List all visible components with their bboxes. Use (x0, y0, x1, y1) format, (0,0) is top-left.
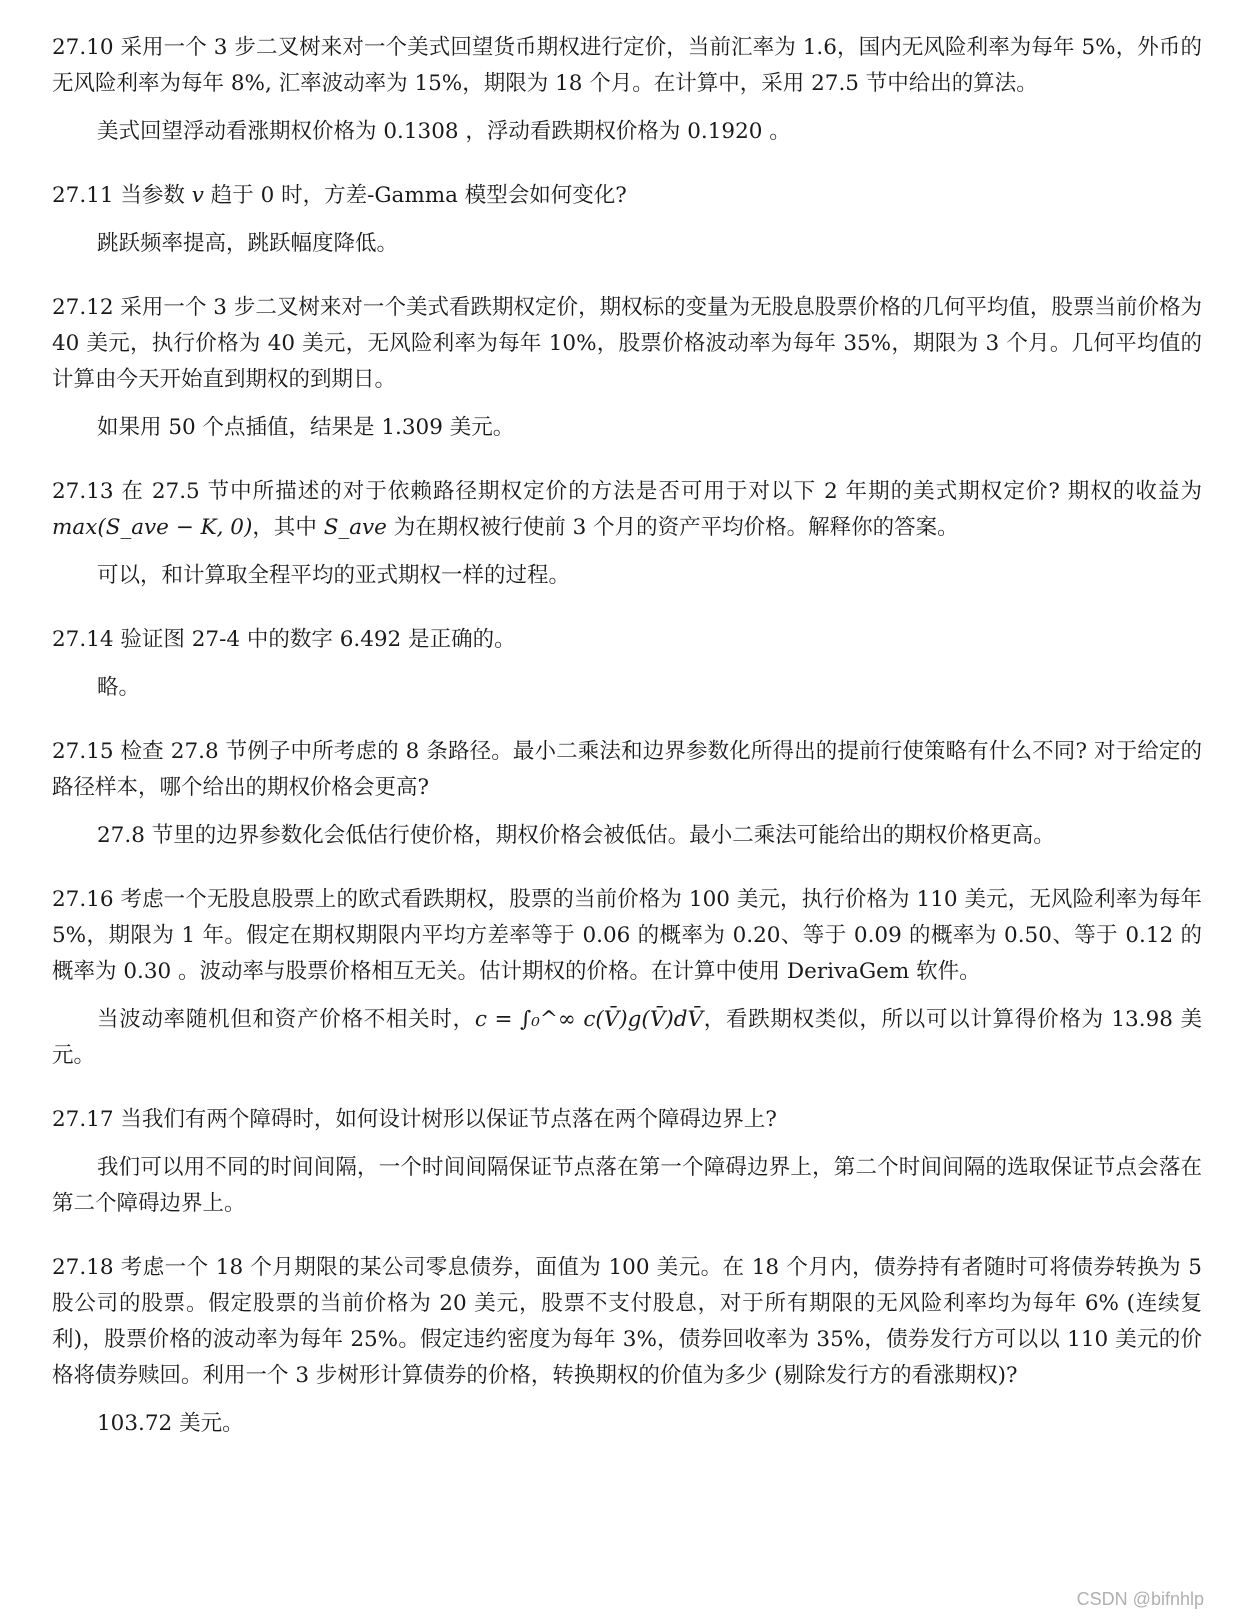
question-text: 27.15 检查 27.8 节例子中所考虑的 8 条路径。最小二乘法和边界参数化所得出的提前行使策略有什么不同? 对于给定的路径样本，哪个给出的期权价格会更高? (52, 739, 1202, 800)
exercise-27-10 (52, 30, 1202, 150)
answer-text: 可以，和计算取全程平均的亚式期权一样的过程。 (97, 563, 571, 588)
exercise-27-16 (52, 882, 1202, 1074)
question-prefix: 27.11 当参数 (52, 183, 185, 208)
answer-text: 103.72 美元。 (97, 1411, 244, 1436)
document-page (52, 30, 1202, 1470)
question-suffix: 趋于 0 时，方差-Gamma 模型会如何变化? (210, 183, 627, 208)
question-text: 27.16 考虑一个无股息股票上的欧式看跌期权，股票的当前价格为 100 美元，执行价格为 110 美元，无风险利率为每年 5%，期限为 1 年。假定在期权期限内平均方差率等于 0.06 的概率为 0.20、等于 0.09 的概率为 0.50、等于 0.12 的概率为 0.30 。波动率与股票价格相互无关。估计期权的价格。在计算中使用 DerivaGem 软件。 (52, 887, 1202, 984)
answer-text: 我们可以用不同的时间间隔，一个时间间隔保证节点落在第一个障碍边界上，第二个时间间隔的选取保证节点会落在第二个障碍边界上。 (52, 1155, 1202, 1216)
exercise-27-14 (52, 622, 1202, 706)
question-prefix: 27.13 在 27.5 节中所描述的对于依赖路径期权定价的方法是否可用于对以下 2 年期的美式期权定价? 期权的收益为 (52, 479, 1202, 504)
answer-text: 27.8 节里的边界参数化会低估行使价格，期权价格会被低估。最小二乘法可能给出的期权价格更高。 (97, 823, 1055, 848)
exercise-27-13 (52, 474, 1202, 594)
watermark: CSDN @bifnhlp (1076, 1589, 1204, 1609)
exercise-27-18 (52, 1250, 1202, 1442)
question-text: 27.18 考虑一个 18 个月期限的某公司零息债券，面值为 100 美元。在 18 个月内，债券持有者随时可将债券转换为 5 股公司的股票。假定股票的当前价格为 20 美元，股票不支付股息，对于所有期限的无风险利率均为每年 6% (连续复利)，股票价格的波动率为每年 25%。假定违约密度为每年 3%，债券回收率为 35%，债券发行方可以以 110 美元的价格将债券赎回。利用一个 3 步树形计算债券的价格，转换期权的价值为多少 (剔除发行方的看涨期权)? (52, 1255, 1202, 1388)
question-text: 27.12 采用一个 3 步二叉树来对一个美式看跌期权定价，期权标的变量为无股息股票价格的几何平均值，股票当前价格为 40 美元，执行价格为 40 美元，无风险利率为每年 10%，股票价格波动率为每年 35%，期限为 3 个月。几何平均值的计算由今天开始直到期权的到期日。 (52, 295, 1202, 392)
answer-text: 跳跃频率提高，跳跃幅度降低。 (97, 231, 399, 256)
question-text: 27.10 采用一个 3 步二叉树来对一个美式回望货币期权进行定价，当前汇率为 1.6，国内无风险利率为每年 5%，外币的无风险利率为每年 8%, 汇率波动率为 15%，期限为 18 个月。在计算中，采用 27.5 节中给出的算法。 (52, 35, 1202, 96)
question-text (52, 178, 1202, 214)
question-mid: ，其中 (252, 515, 317, 540)
question-text: 27.14 验证图 27-4 中的数字 6.492 是正确的。 (52, 627, 516, 652)
question-suffix: 为在期权被行使前 3 个月的资产平均价格。解释你的答案。 (393, 515, 959, 540)
exercise-27-17 (52, 1102, 1202, 1222)
answer-text: 如果用 50 个点插值，结果是 1.309 美元。 (97, 415, 515, 440)
question-text (52, 474, 1202, 546)
answer-text: 美式回望浮动看涨期权价格为 0.1308 ，浮动看跌期权价格为 0.1920 。 (97, 119, 791, 144)
answer-text (52, 1002, 1202, 1074)
question-text: 27.17 当我们有两个障碍时，如何设计树形以保证节点落在两个障碍边界上? (52, 1107, 777, 1132)
math-variable-s-ave: S_ave (323, 515, 387, 540)
answer-text: 略。 (97, 675, 141, 700)
answer-prefix: 当波动率随机但和资产价格不相关时， (97, 1007, 475, 1032)
math-integral-formula: c = ∫₀^∞ c(V̄)g(V̄)dV̄ (474, 1007, 704, 1032)
answer-suffix: ，看跌期权类似，所以可以计算得价格为 13.98 美元。 (52, 1007, 1202, 1068)
math-payoff-formula: max(S_ave − K, 0) (52, 515, 253, 540)
exercise-27-12 (52, 290, 1202, 446)
exercise-27-11 (52, 178, 1202, 262)
exercise-27-15 (52, 734, 1202, 854)
math-variable-v: v (191, 183, 204, 208)
